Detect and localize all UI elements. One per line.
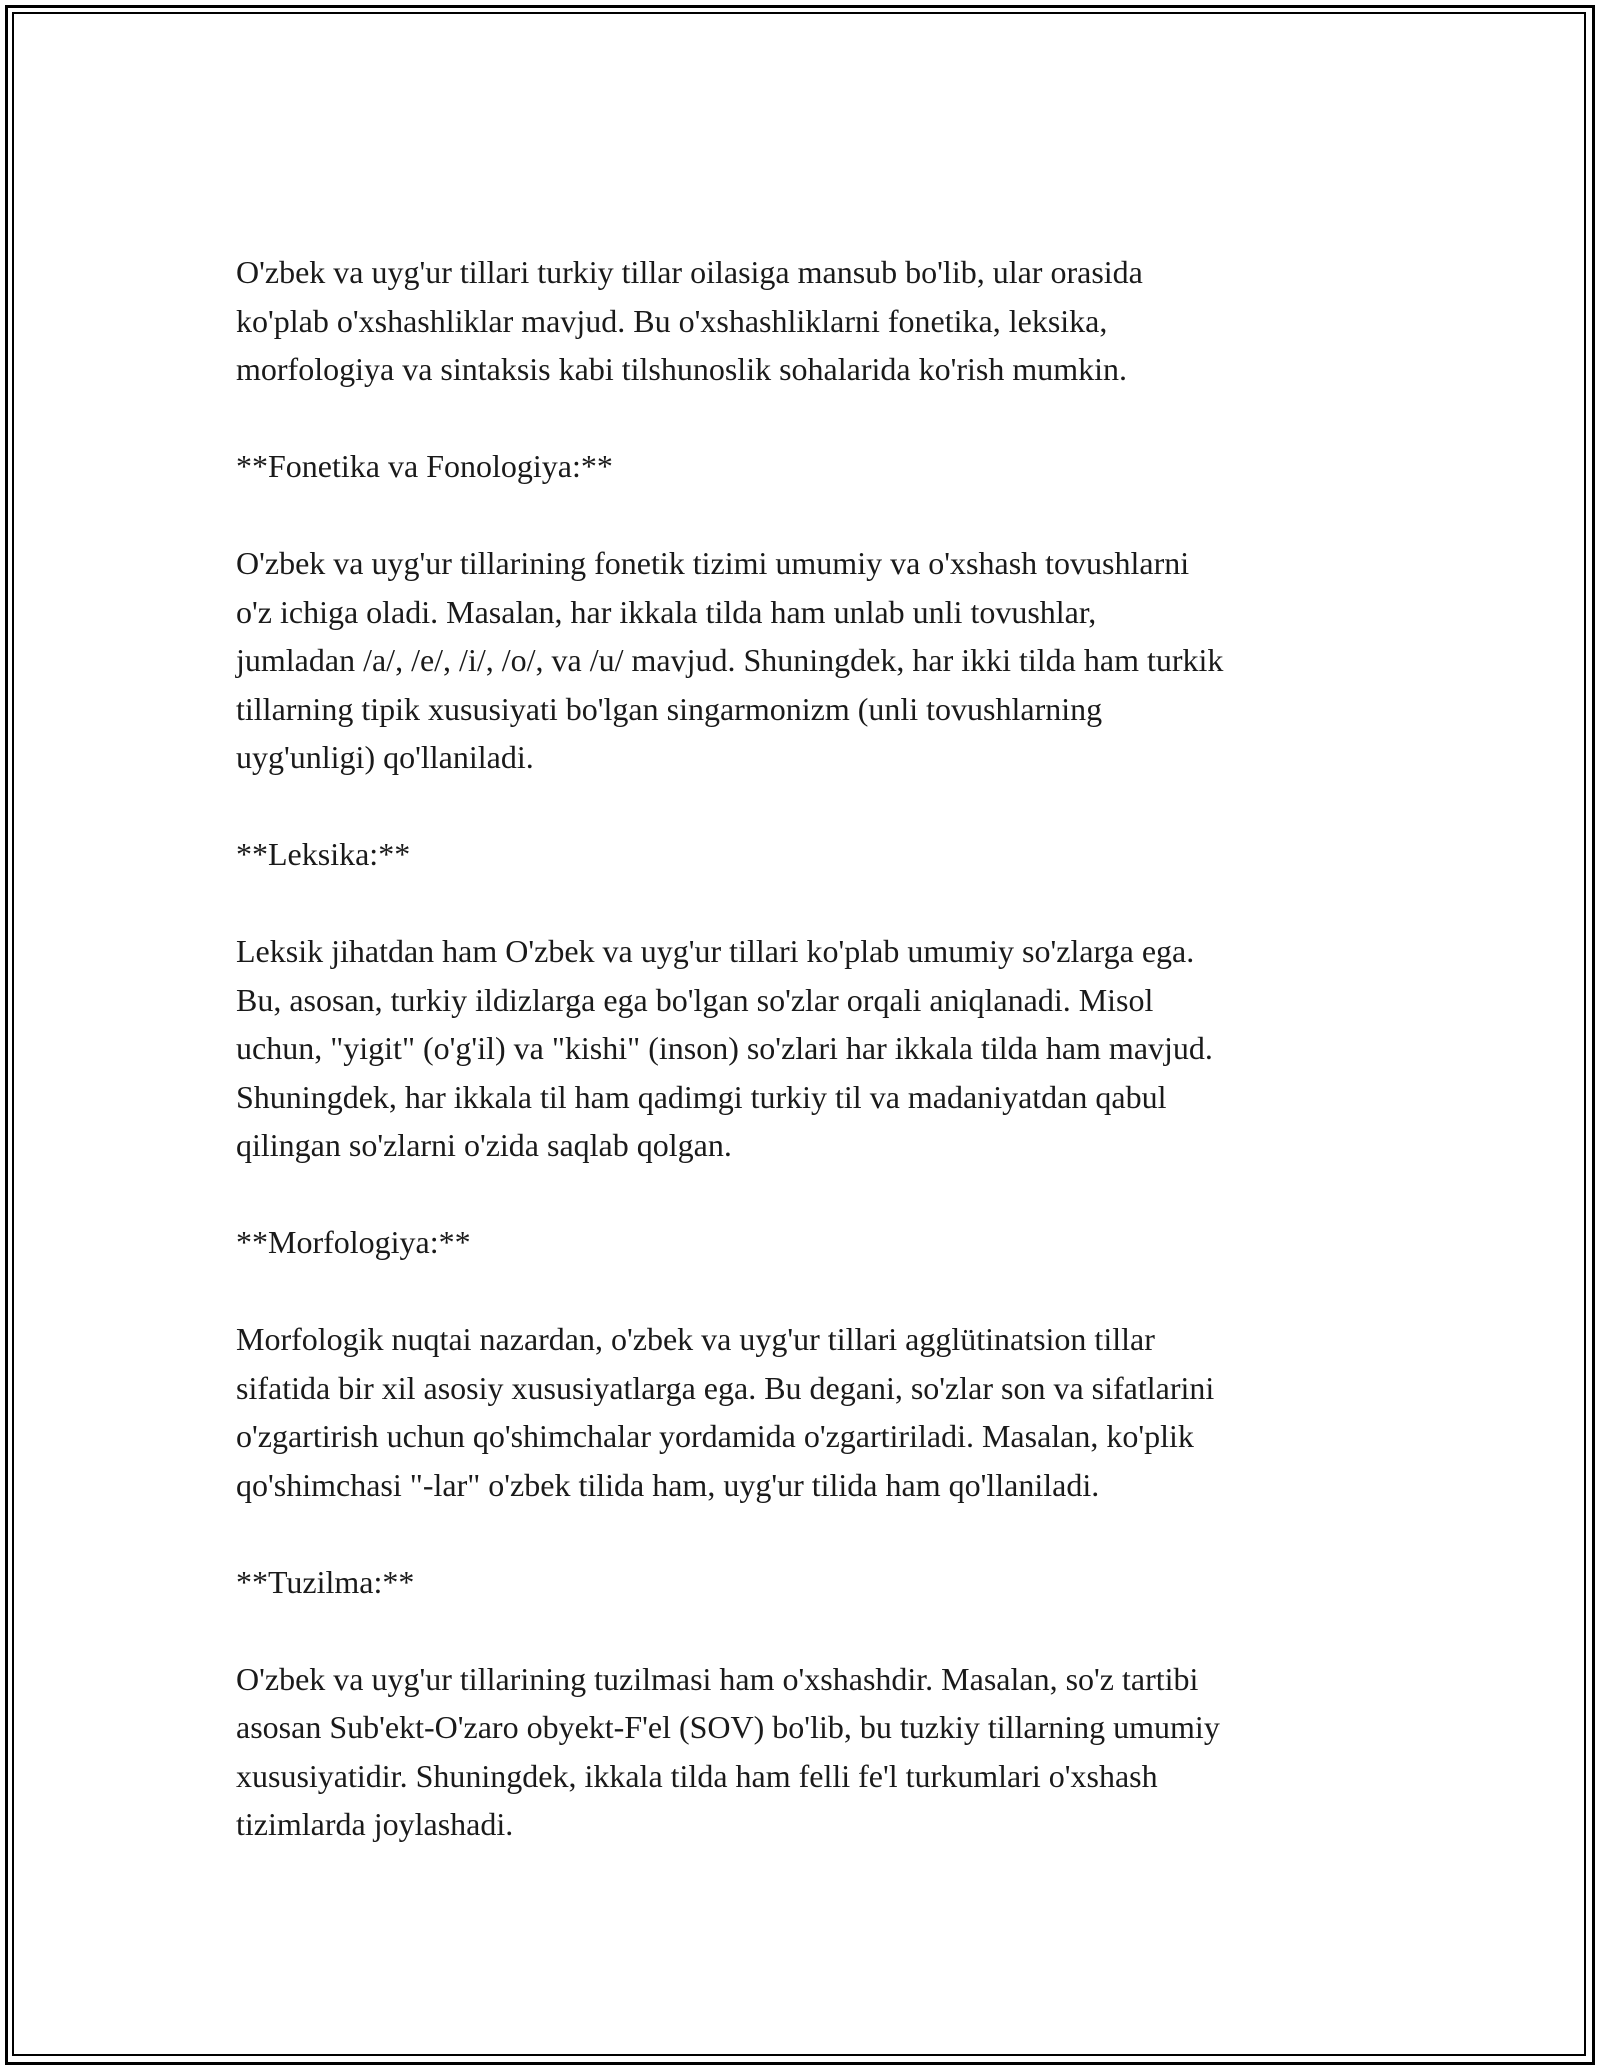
section-heading-fonetika (236, 442, 1396, 491)
text-line: o'zgartirish uchun qo'shimchalar yordamida o'zgartiriladi. Masalan, ko'plik (236, 1418, 1194, 1454)
document-body (236, 248, 1396, 1897)
text-line: jumladan /a/, /e/, /i/, /o/, va /u/ mavjud. Shuningdek, har ikki tilda ham turkik (236, 642, 1224, 678)
section-heading-tuzilma (236, 1558, 1396, 1607)
leksika-paragraph (236, 927, 1396, 1170)
text-line: ko'plab o'xshashliklar mavjud. Bu o'xshashliklarni fonetika, leksika, (236, 302, 1108, 339)
section-heading-morfologiya (236, 1218, 1396, 1267)
text-line: uyg'unligi) qo'llaniladi. (236, 739, 534, 775)
text-line: xususiyatidir. Shuningdek, ikkala tilda ham felli fe'l turkumlari o'xshash (236, 1757, 1158, 1794)
text-line: O'zbek va uyg'ur tillarining tuzilmasi ham o'xshashdir. Masalan, so'z tartibi (236, 1660, 1199, 1697)
heading-text: **Leksika:** (236, 836, 411, 872)
text-line: O'zbek va uyg'ur tillari turkiy tillar oilasiga mansub bo'lib, ular orasida (236, 254, 1143, 290)
text-line: qilingan so'zlarni o'zida saqlab qolgan. (236, 1127, 732, 1163)
heading-text: **Morfologiya:** (236, 1224, 471, 1260)
text-line: asosan Sub'ekt-O'zaro obyekt-F'el (SOV) bo'lib, bu tuzkiy tillarning umumiy (236, 1709, 1220, 1745)
text-line: sifatida bir xil asosiy xususiyatlarga ega. Bu degani, so'zlar son va sifatlarini (236, 1369, 1215, 1406)
tuzilma-paragraph (236, 1655, 1396, 1849)
heading-text: **Tuzilma:** (236, 1563, 415, 1600)
intro-paragraph (236, 248, 1396, 394)
text-line: qo'shimchasi "-lar" o'zbek tilida ham, uyg'ur tilida ham qo'llaniladi. (236, 1466, 1100, 1503)
text-line: Morfologik nuqtai nazardan, o'zbek va uyg'ur tillari agglütinatsion tillar (236, 1321, 1155, 1357)
fonetika-paragraph (236, 539, 1396, 782)
text-line: tizimlarda joylashadi. (236, 1806, 514, 1842)
heading-text: **Fonetika va Fonologiya:** (236, 448, 613, 484)
morfologiya-paragraph (236, 1315, 1396, 1509)
text-line: Leksik jihatdan ham O'zbek va uyg'ur tillari ko'plab umumiy so'zlarga ega. (236, 933, 1195, 969)
text-line: uchun, "yigit" (o'g'il) va "kishi" (inson) so'zlari har ikkala tilda ham mavjud. (236, 1030, 1213, 1066)
text-line: tillarning tipik xususiyati bo'lgan singarmonizm (unli tovushlarning (236, 690, 1103, 727)
section-heading-leksika (236, 830, 1396, 879)
text-line: O'zbek va uyg'ur tillarining fonetik tizimi umumiy va o'xshash tovushlarni (236, 545, 1190, 581)
text-line: Bu, asosan, turkiy ildizlarga ega bo'lgan so'zlar orqali aniqlanadi. Misol (236, 981, 1154, 1018)
text-line: Shuningdek, har ikkala til ham qadimgi turkiy til va madaniyatdan qabul (236, 1078, 1167, 1115)
text-line: morfologiya va sintaksis kabi tilshunoslik sohalarida ko'rish mumkin. (236, 351, 1128, 387)
text-line: o'z ichiga oladi. Masalan, har ikkala tilda ham unlab unli tovushlar, (236, 593, 1097, 630)
